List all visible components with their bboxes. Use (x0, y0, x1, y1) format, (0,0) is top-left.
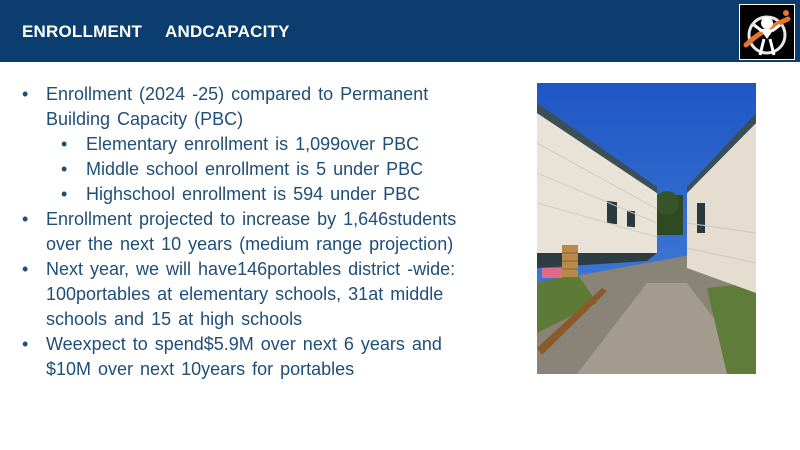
bullet-line: schools and 15 at high schools (46, 309, 303, 329)
bullet-line: • Next year, we will have146portables district -wide: (46, 259, 456, 279)
bullet-line: • Enrollment projected to increase by 1,646students (46, 209, 457, 229)
sub-bullet-elementary: • Elementary enrollment is 1,099over PBC (22, 132, 522, 157)
bullet-portables (22, 257, 522, 332)
bullet-spending (22, 332, 522, 382)
bullet-line: $10M over next 10years for portables (46, 359, 355, 379)
bullet-enrollment-capacity (22, 82, 522, 132)
bullet-list (22, 82, 522, 382)
slide-title-word2: ANDCAPACITY (165, 22, 290, 41)
sub-bullet-high: • Highschool enrollment is 594 under PBC (22, 182, 522, 207)
bullet-line: • Weexpect to spend$5.9M over next 6 years and (46, 334, 442, 354)
header-bar (0, 0, 800, 62)
district-logo-icon (739, 4, 795, 60)
bullet-line: 100portables at elementary schools, 31at middle (46, 284, 444, 304)
bullet-line: over the next 10 years (medium range projection) (46, 234, 454, 254)
bullet-projection (22, 207, 522, 257)
slide-title-word1: ENROLLMENT (22, 22, 143, 41)
bullet-line: • Enrollment (2024 -25) compared to Permanent (46, 84, 429, 104)
portable-classrooms-photo (537, 83, 756, 374)
bullet-line: Building Capacity (PBC) (46, 109, 244, 129)
sub-bullet-middle: • Middle school enrollment is 5 under PBC (22, 157, 522, 182)
slide-title (22, 22, 290, 42)
